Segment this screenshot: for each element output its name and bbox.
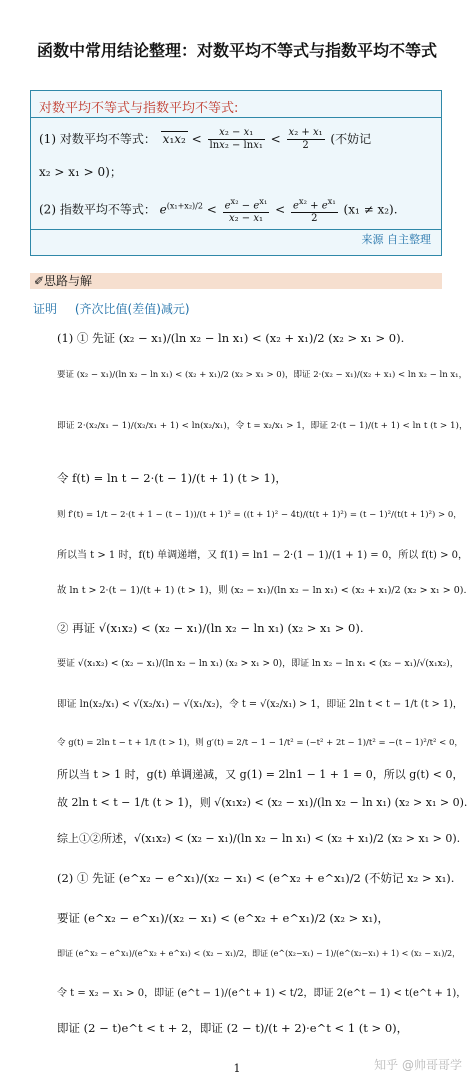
source-label: 来源 自主整理 — [361, 233, 431, 246]
proof-line: 即证 (2 − t)e^t < t + 2，即证 (2 − t)/(t + 2)·e^t < 1 (t > 0)， — [57, 1021, 409, 1035]
proof-line: (1) ① 先证 (x₂ − x₁)/(ln x₂ − ln x₁) < (x₂ + x₁)/2 (x₂ > x₁ > 0). — [57, 331, 405, 345]
section-heading: ✐思路与解 — [30, 273, 442, 289]
theorem-item-1-label: (1) 对数平均不等式： — [39, 132, 156, 146]
proof-line: 故 2ln t < t − 1/t (t > 1)，则 √(x₁x₂) < (x₂ − x₁)/(ln x₂ − ln x₁) (x₂ > x₁ > 0). — [57, 796, 468, 809]
proof-label — [33, 300, 190, 317]
proof-line: 综上①②所述，√(x₁x₂) < (x₂ − x₁)/(ln x₂ − ln x₁) < (x₂ + x₁)/2 (x₂ > x₁ > 0). — [57, 832, 461, 845]
page-number: 1 — [233, 1062, 241, 1075]
proof-line: 即证 (e^x₂ − e^x₁)/(e^x₂ + e^x₁) < (x₂ − x₁)/2，即证 (e^(x₂−x₁) − 1)/(e^(x₂−x₁) + 1) < (x₂ − x₁)/2， — [57, 949, 461, 958]
watermark: 知乎 @帅哥哥学 — [374, 1058, 462, 1072]
fraction: $\frac{\text{x₂ − x₁}}{\text{lnx₂ − lnx₁}}$ — [209, 127, 263, 151]
theorem-item-1-condition: x₂ > x₁ > 0)； — [39, 165, 122, 179]
theorem-heading: 对数平均不等式与指数平均不等式: — [39, 101, 239, 116]
theorem-box — [30, 90, 442, 256]
proof-line: 即证 2·(x₂/x₁ − 1)/(x₂/x₁ + 1) < ln(x₂/x₁)，令 t = x₂/x₁ > 1，即证 2·(t − 1)/(t + 1) < ln t (t > 1)， — [57, 421, 468, 431]
proof-line: 所以当 t > 1 时，g(t) 单调递减，又 g(1) = 2ln1 − 1 + 1 = 0，所以 g(t) < 0， — [57, 768, 464, 781]
proof-line: 则 f′(t) = 1/t − 2·(t + 1 − (t − 1))/(t + 1)² = ((t + 1)² − 4t)/(t(t + 1)²) = (t − 1)²/(t(t + 1)²) > 0， — [57, 510, 462, 520]
fraction: $\frac{\text{x₂ + x₁}}{2}$ — [288, 127, 323, 151]
proof-line: 令 t = x₂ − x₁ > 0，即证 (e^t − 1)/(e^t + 1) < t/2，即证 2(e^t − 1) < t(e^t + 1)， — [57, 988, 467, 999]
proof-line: ② 再证 √(x₁x₂) < (x₂ − x₁)/(ln x₂ − ln x₁) (x₂ > x₁ > 0). — [57, 621, 364, 635]
proof-line: (2) ① 先证 (e^x₂ − e^x₁)/(x₂ − x₁) < (e^x₂ + e^x₁)/2 (不妨记 x₂ > x₁). — [57, 871, 455, 885]
theorem-item-2-label: (2) 指数平均不等式： — [39, 202, 156, 217]
proof-method: (齐次比值(差值)减元) — [74, 302, 190, 316]
theorem-divider — [31, 229, 441, 230]
proof-line: 要证 (e^x₂ − e^x₁)/(x₂ − x₁) < (e^x₂ + e^x₁)/2 (x₂ > x₁)， — [57, 911, 390, 925]
theorem-item-1: (1) 对数平均不等式： x₁x₂ < $\frac{\text{x₂ − x₁}}{\text{lnx₂ − lnx₁}}$ < $\frac{\text{x₂ + x₁}}{2}$ (不妨记 — [39, 127, 372, 151]
theorem-item-2-condition: (x₁ ≠ x₂). — [343, 202, 398, 217]
theorem-item-2: (2) 指数平均不等式： $e^{(x_1+x_2)/2}$ < $\frac{e^{x_2} - e^{x_1}}{\text{x₂ − x₁}}$ < $\frac{e^{x_2} + e^{x_1}}{2}$ (x₁ ≠ x₂). — [39, 196, 398, 225]
proof-line: 令 g(t) = 2ln t − t + 1/t (t > 1)，则 g′(t) = 2/t − 1 − 1/t² = (−t² + 2t − 1)/t² = −(t − 1)²/t² < 0， — [57, 738, 463, 748]
proof-line: 所以当 t > 1 时，f(t) 单调递增，又 f(1) = ln1 − 2·(1 − 1)/(1 + 1) = 0，所以 f(t) > 0， — [57, 550, 469, 561]
proof-line: 令 f(t) = ln t − 2·(t − 1)/(t + 1) (t > 1)， — [57, 471, 287, 485]
proof-line: 即证 ln(x₂/x₁) < √(x₂/x₁) − √(x₁/x₂)，令 t = √(x₂/x₁) > 1，即证 2ln t < t − 1/t (t > 1)， — [57, 699, 463, 710]
proof-line: 要证 (x₂ − x₁)/(ln x₂ − ln x₁) < (x₂ + x₁)/2 (x₂ > x₁ > 0)，即证 2·(x₂ − x₁)/(x₂ + x₁) < ln x₂ − ln x₁， — [57, 370, 468, 380]
fraction: $\frac{e^{x_2} - e^{x_1}}{\text{x₂ − x₁}}$ — [224, 196, 268, 225]
fraction: $\frac{e^{x_2} + e^{x_1}}{2}$ — [293, 196, 336, 225]
page-title: 函数中常用结论整理：对数平均不等式与指数平均不等式 — [36, 41, 437, 60]
sqrt-expression: x₁x₂ — [162, 132, 186, 146]
theorem-divider — [31, 117, 441, 118]
proof-line: 要证 √(x₁x₂) < (x₂ − x₁)/(ln x₂ − ln x₁) (x₂ > x₁ > 0)，即证 ln x₂ − ln x₁ < (x₂ − x₁)/√(x₁x₂)， — [57, 659, 459, 669]
theorem-item-1-tail: (不妨记 — [330, 132, 372, 146]
proof-title: 证明 — [33, 302, 58, 316]
proof-line: 故 ln t > 2·(t − 1)/(t + 1) (t > 1)，则 (x₂ − x₁)/(ln x₂ − ln x₁) < (x₂ + x₁)/2 (x₂ > x₁ > 0). — [57, 585, 467, 596]
